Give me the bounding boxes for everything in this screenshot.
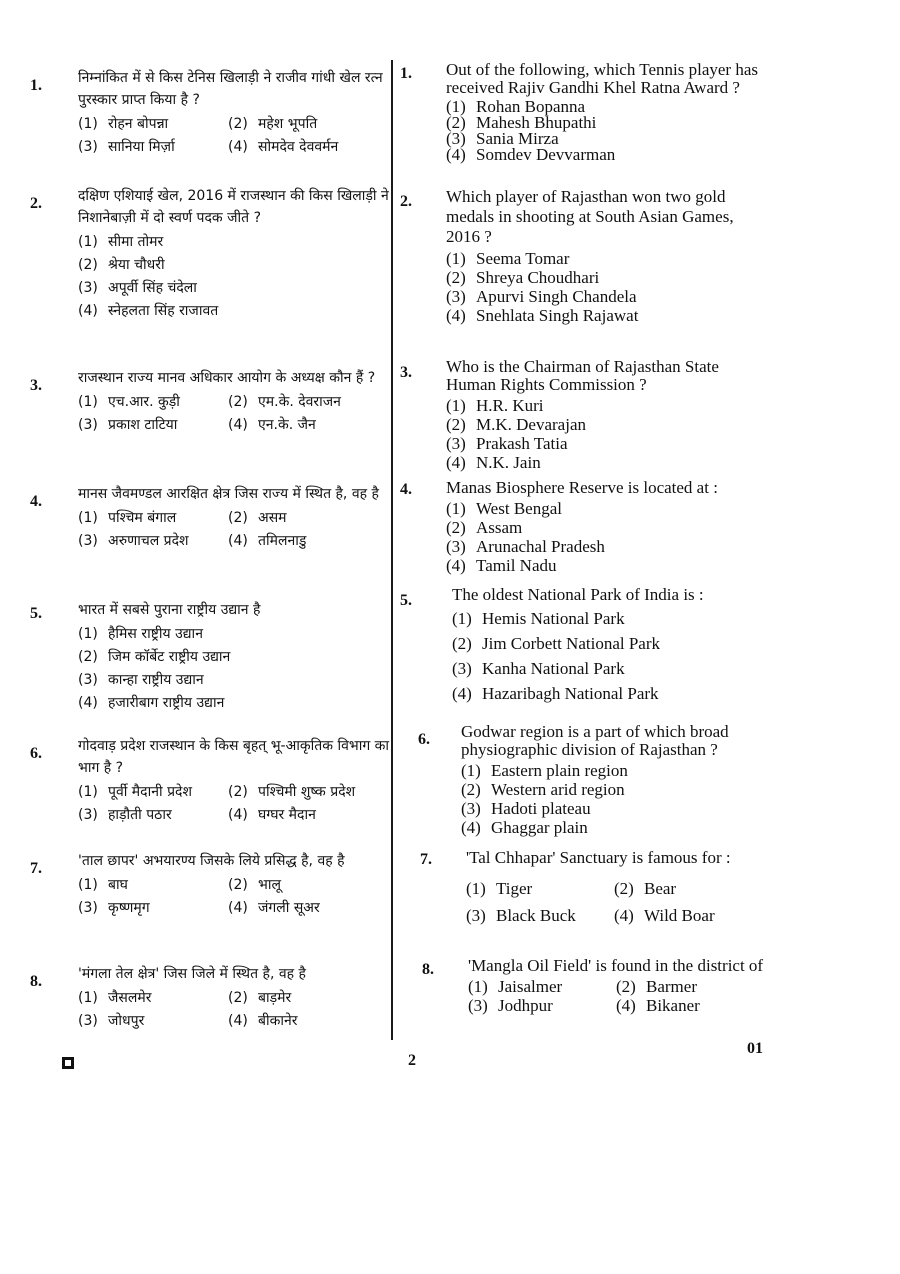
options bbox=[78, 781, 390, 827]
option-3: (3) Jodhpur bbox=[468, 996, 553, 1015]
question-hindi-6 bbox=[30, 735, 390, 827]
option-4: (4) तमिलनाडु bbox=[228, 533, 307, 549]
page-number: 2 bbox=[408, 1052, 416, 1069]
question-english-2 bbox=[400, 187, 770, 325]
option-1: (1) Jaisalmer bbox=[468, 977, 563, 996]
column-divider bbox=[391, 60, 393, 1040]
question-text: राजस्थान राज्य मानव अधिकार आयोग के अध्यक्ष कौन हैं ? bbox=[78, 370, 376, 386]
option-3: (3) प्रकाश टाटिया bbox=[78, 417, 178, 433]
option-1: (1) पूर्वी मैदानी प्रदेश bbox=[78, 784, 193, 800]
option-3: (3) Black Buck bbox=[466, 906, 576, 925]
option-4: (4) Bikaner bbox=[616, 996, 700, 1015]
question-english-3 bbox=[400, 358, 770, 472]
question-number: 5. bbox=[30, 605, 42, 622]
option-4: (4) एन.के. जैन bbox=[228, 417, 316, 433]
question-number: 8. bbox=[422, 961, 434, 978]
question-text: Which player of Rajasthan won two gold medals in shooting at South Asian Games, 2016 ? bbox=[446, 187, 734, 246]
option-3: (3) कान्हा राष्ट्रीय उद्यान bbox=[78, 672, 204, 688]
question-number: 2. bbox=[30, 195, 42, 212]
option-2: (2) बाड़मेर bbox=[228, 990, 292, 1006]
question-number: 4. bbox=[30, 493, 42, 510]
option-4: (4) Ghaggar plain bbox=[461, 818, 588, 837]
question-text: The oldest National Park of India is : bbox=[452, 585, 704, 604]
question-text: दक्षिण एशियाई खेल, 2016 में राजस्थान की किस खिलाड़ी ने निशानेबाज़ी में दो स्वर्ण पदक जीते ? bbox=[78, 188, 389, 226]
option-1: (1) रोहन बोपन्ना bbox=[78, 116, 169, 132]
question-number: 7. bbox=[420, 851, 432, 868]
option-2: (2) Bear bbox=[614, 879, 677, 898]
options bbox=[452, 606, 770, 706]
option-1: (1) पश्चिम बंगाल bbox=[78, 510, 177, 526]
question-hindi-5 bbox=[30, 599, 390, 715]
options bbox=[78, 231, 390, 323]
option-3: (3) Hadoti plateau bbox=[461, 799, 591, 818]
option-4: (4) Tamil Nadu bbox=[446, 556, 557, 575]
question-text: 'ताल छापर' अभयारण्य जिसके लिये प्रसिद्ध है, वह है bbox=[78, 853, 345, 869]
options bbox=[78, 874, 390, 920]
option-1: (1) West Bengal bbox=[446, 499, 562, 518]
option-1: (1) हैमिस राष्ट्रीय उद्यान bbox=[78, 626, 203, 642]
question-hindi-2 bbox=[30, 185, 390, 323]
option-2: (2) Western arid region bbox=[461, 780, 625, 799]
option-4: (4) सोमदेव देववर्मन bbox=[228, 139, 339, 155]
option-1: (1) Tiger bbox=[466, 879, 533, 898]
option-4: (4) Hazaribagh National Park bbox=[452, 684, 659, 703]
question-hindi-4 bbox=[30, 483, 390, 553]
option-2: (2) असम bbox=[228, 510, 287, 526]
question-english-6 bbox=[400, 723, 770, 837]
option-1: (1) Rohan Bopanna bbox=[446, 97, 586, 116]
option-3: (3) Prakash Tatia bbox=[446, 434, 568, 453]
question-text: निम्नांकित में से किस टेनिस खिलाड़ी ने राजीव गांधी खेल रत्न पुरस्कार प्राप्त किया है ? bbox=[78, 70, 383, 108]
option-2: (2) श्रेया चौधरी bbox=[78, 257, 165, 273]
question-hindi-3 bbox=[30, 367, 390, 437]
option-1: (1) H.R. Kuri bbox=[446, 396, 544, 415]
options bbox=[468, 977, 770, 1015]
question-text: 'मंगला तेल क्षेत्र' जिस जिले में स्थित है, वह है bbox=[78, 966, 306, 982]
option-3: (3) Apurvi Singh Chandela bbox=[446, 287, 637, 306]
option-1: (1) सीमा तोमर bbox=[78, 234, 164, 250]
options bbox=[446, 249, 770, 325]
options bbox=[78, 113, 390, 159]
question-text: मानस जैवमण्डल आरक्षित क्षेत्र जिस राज्य में स्थित है, वह है bbox=[78, 486, 379, 502]
option-4: (4) घग्घर मैदान bbox=[228, 807, 316, 823]
option-4: (4) हजारीबाग राष्ट्रीय उद्यान bbox=[78, 695, 225, 711]
option-2: (2) जिम कॉर्बेट राष्ट्रीय उद्यान bbox=[78, 649, 231, 665]
question-number: 1. bbox=[30, 77, 42, 94]
options bbox=[78, 987, 390, 1033]
booklet-code: 01 bbox=[747, 1040, 763, 1057]
option-4: (4) बीकानेर bbox=[228, 1013, 298, 1029]
option-4: (4) स्नेहलता सिंह राजावत bbox=[78, 303, 219, 319]
option-2: (2) Shreya Choudhari bbox=[446, 268, 600, 287]
option-2: (2) Barmer bbox=[616, 977, 697, 996]
question-number: 3. bbox=[30, 377, 42, 394]
option-2: (2) पश्चिमी शुष्क प्रदेश bbox=[228, 784, 356, 800]
option-2: (2) एम.के. देवराजन bbox=[228, 394, 341, 410]
options bbox=[446, 396, 770, 472]
question-number: 5. bbox=[400, 592, 412, 609]
question-number: 7. bbox=[30, 860, 42, 877]
option-3: (3) अपूर्वी सिंह चंदेला bbox=[78, 280, 197, 296]
option-1: (1) बाघ bbox=[78, 877, 128, 893]
options bbox=[78, 391, 390, 437]
option-3: (3) सानिया मिर्ज़ा bbox=[78, 139, 175, 155]
option-3: (3) जोधपुर bbox=[78, 1013, 145, 1029]
question-number: 6. bbox=[418, 731, 430, 748]
options bbox=[78, 623, 390, 715]
option-1: (1) Eastern plain region bbox=[461, 761, 628, 780]
option-3: (3) अरुणाचल प्रदेश bbox=[78, 533, 189, 549]
option-1: (1) Seema Tomar bbox=[446, 249, 570, 268]
question-text: 'Mangla Oil Field' is found in the district of bbox=[468, 956, 764, 975]
option-1: (1) एच.आर. कुड़ी bbox=[78, 394, 180, 410]
option-1: (1) जैसलमेर bbox=[78, 990, 152, 1006]
option-4: (4) Wild Boar bbox=[614, 906, 715, 925]
question-text: 'Tal Chhapar' Sanctuary is famous for : bbox=[466, 848, 731, 867]
registration-mark-icon bbox=[62, 1057, 74, 1069]
question-number: 1. bbox=[400, 65, 412, 82]
question-text: Who is the Chairman of Rajasthan State Human Rights Commission ? bbox=[446, 357, 719, 394]
question-text: भारत में सबसे पुराना राष्ट्रीय उद्यान है bbox=[78, 602, 261, 618]
option-3: (3) हाड़ौती पठार bbox=[78, 807, 172, 823]
options bbox=[78, 507, 390, 553]
question-text: गोदवाड़ प्रदेश राजस्थान के किस बृहत् भू-आकृतिक विभाग का भाग है ? bbox=[78, 738, 390, 776]
options bbox=[446, 99, 770, 163]
question-number: 2. bbox=[400, 193, 412, 210]
option-2: (2) Assam bbox=[446, 518, 523, 537]
question-hindi-1 bbox=[30, 67, 390, 159]
option-2: (2) Jim Corbett National Park bbox=[452, 634, 661, 653]
options bbox=[466, 875, 770, 929]
option-3: (3) Sania Mirza bbox=[446, 129, 559, 148]
option-4: (4) Snehlata Singh Rajawat bbox=[446, 306, 639, 325]
option-4: (4) Somdev Devvarman bbox=[446, 145, 616, 164]
option-2: (2) M.K. Devarajan bbox=[446, 415, 586, 434]
question-english-7 bbox=[400, 849, 770, 929]
question-number: 4. bbox=[400, 481, 412, 498]
option-4: (4) जंगली सूअर bbox=[228, 900, 320, 916]
option-1: (1) Hemis National Park bbox=[452, 609, 625, 628]
option-4: (4) N.K. Jain bbox=[446, 453, 541, 472]
option-2: (2) भालू bbox=[228, 877, 281, 893]
option-2: (2) महेश भूपति bbox=[228, 116, 318, 132]
question-number: 8. bbox=[30, 973, 42, 990]
question-text: Out of the following, which Tennis player has received Rajiv Gandhi Khel Ratna Award ? bbox=[446, 60, 758, 97]
option-2: (2) Mahesh Bhupathi bbox=[446, 113, 597, 132]
option-3: (3) Kanha National Park bbox=[452, 659, 625, 678]
question-english-1 bbox=[400, 61, 770, 163]
question-hindi-8 bbox=[30, 963, 390, 1033]
options bbox=[461, 761, 770, 837]
options bbox=[446, 499, 770, 575]
question-english-8 bbox=[400, 957, 770, 1015]
question-text: Godwar region is a part of which broad physiographic division of Rajasthan ? bbox=[461, 722, 729, 759]
question-number: 6. bbox=[30, 745, 42, 762]
question-hindi-7 bbox=[30, 850, 390, 920]
option-3: (3) Arunachal Pradesh bbox=[446, 537, 605, 556]
question-number: 3. bbox=[400, 364, 412, 381]
question-english-4 bbox=[400, 479, 770, 575]
question-text: Manas Biosphere Reserve is located at : bbox=[446, 478, 718, 497]
question-english-5 bbox=[400, 586, 770, 706]
option-3: (3) कृष्णमृग bbox=[78, 900, 150, 916]
